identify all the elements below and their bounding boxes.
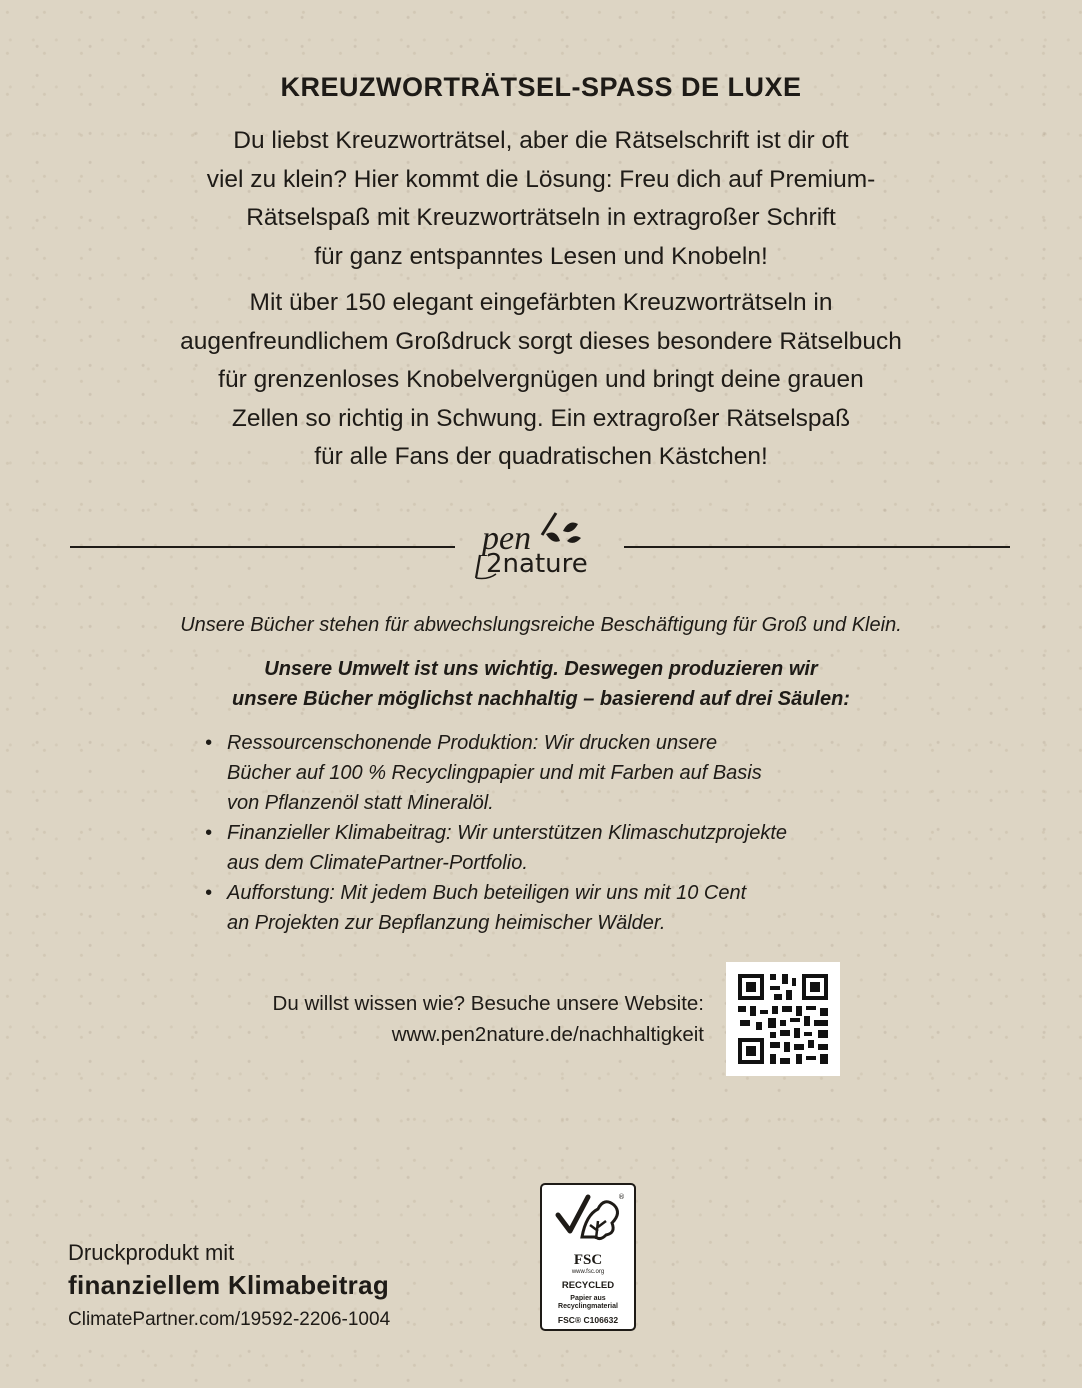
list-item-line: aus dem ClimatePartner-Portfolio. bbox=[227, 852, 528, 874]
divider-right bbox=[624, 546, 1010, 548]
list-item bbox=[205, 728, 925, 818]
qr-code-graphic bbox=[726, 962, 840, 1076]
climate-line1: Druckprodukt mit bbox=[68, 1240, 235, 1265]
intro-paragraph-1 bbox=[110, 122, 972, 276]
fsc-sub1: Papier aus bbox=[570, 1295, 606, 1302]
website-block bbox=[273, 988, 704, 1050]
fsc-label bbox=[540, 1183, 636, 1331]
pillars-line: unsere Bücher möglichst nachhaltig – basierend auf drei Säulen: bbox=[232, 688, 850, 710]
bullet-marker: • bbox=[205, 732, 213, 754]
tagline: Unsere Bücher stehen für abwechslungsreiche Beschäftigung für Groß und Klein. bbox=[180, 614, 902, 636]
climate-line2: finanziellem Klimabeitrag bbox=[68, 1270, 390, 1300]
website-prompt: Du willst wissen wie? Besuche unsere Website: bbox=[272, 992, 704, 1015]
fsc-url: www.fsc.org bbox=[571, 1269, 605, 1275]
fsc-sub2: Recyclingmaterial bbox=[558, 1303, 618, 1310]
pillars-intro bbox=[0, 654, 1082, 714]
intro-line: Mit über 150 elegant eingefärbten Kreuzworträtseln in bbox=[249, 289, 833, 316]
list-item-line: an Projekten zur Bepflanzung heimischer Wälder. bbox=[227, 912, 666, 934]
bullet-marker: • bbox=[205, 882, 213, 904]
bullet-marker: • bbox=[205, 822, 213, 844]
list-item-line: von Pflanzenöl statt Mineralöl. bbox=[227, 792, 494, 814]
logo-line2: 2nature bbox=[486, 549, 588, 579]
intro-line: Zellen so richtig in Schwung. Ein extragroßer Rätselspaß bbox=[231, 404, 851, 432]
headline: KREUZWORTRÄTSEL-SPASS DE LUXE bbox=[280, 72, 802, 102]
intro-line: Rätselspaß mit Kreuzworträtseln in extragroßer Schrift bbox=[246, 204, 836, 231]
list-item-line: Bücher auf 100 % Recyclingpapier und mit Farben auf Basis bbox=[227, 762, 762, 784]
divider-left bbox=[70, 546, 455, 548]
pen-leaf-logo-icon bbox=[470, 505, 620, 585]
intro-paragraph-2 bbox=[110, 284, 972, 477]
list-item-line: Finanzieller Klimabeitrag: Wir unterstützen Klimaschutzprojekte bbox=[227, 822, 788, 844]
fsc-code: FSC® C106632 bbox=[557, 1315, 619, 1325]
list-item bbox=[205, 818, 925, 878]
svg-text:®: ® bbox=[618, 1193, 625, 1201]
intro-line: für alle Fans der quadratischen Kästchen! bbox=[314, 443, 768, 470]
climate-partner-block bbox=[68, 1240, 390, 1331]
logo-line1: pen bbox=[482, 520, 532, 557]
list-item-line: Ressourcenschonende Produktion: Wir drucken unsere bbox=[227, 732, 718, 754]
intro-line: für ganz entspanntes Lesen und Knobeln! bbox=[314, 242, 768, 270]
list-item-line: Aufforstung: Mit jedem Buch beteiligen wir uns mit 10 Cent bbox=[227, 882, 747, 904]
qr-code-icon[interactable] bbox=[726, 962, 840, 1076]
fsc-recycled: RECYCLED bbox=[561, 1280, 615, 1291]
pillars-line: Unsere Umwelt ist uns wichtig. Deswegen produzieren wir bbox=[264, 658, 818, 680]
intro-line: viel zu klein? Hier kommt die Lösung: Freu dich auf Premium- bbox=[206, 165, 876, 193]
pen2nature-logo bbox=[470, 505, 620, 585]
website-link[interactable]: www.pen2nature.de/nachhaltigkeit bbox=[391, 1023, 704, 1046]
climate-url[interactable]: ClimatePartner.com/19592-2206-1004 bbox=[68, 1309, 391, 1330]
fsc-title: FSC bbox=[573, 1252, 603, 1268]
fsc-tree-check-icon bbox=[552, 1191, 624, 1245]
intro-line: augenfreundlichem Großdruck sorgt dieses besondere Rätselbuch bbox=[180, 327, 902, 355]
intro-line: für grenzenloses Knobelvergnügen und bringt deine grauen bbox=[218, 366, 864, 393]
list-item bbox=[205, 878, 925, 938]
intro-line: Du liebst Kreuzworträtsel, aber die Rätselschrift ist dir oft bbox=[233, 127, 849, 154]
pillar-list bbox=[205, 728, 925, 938]
